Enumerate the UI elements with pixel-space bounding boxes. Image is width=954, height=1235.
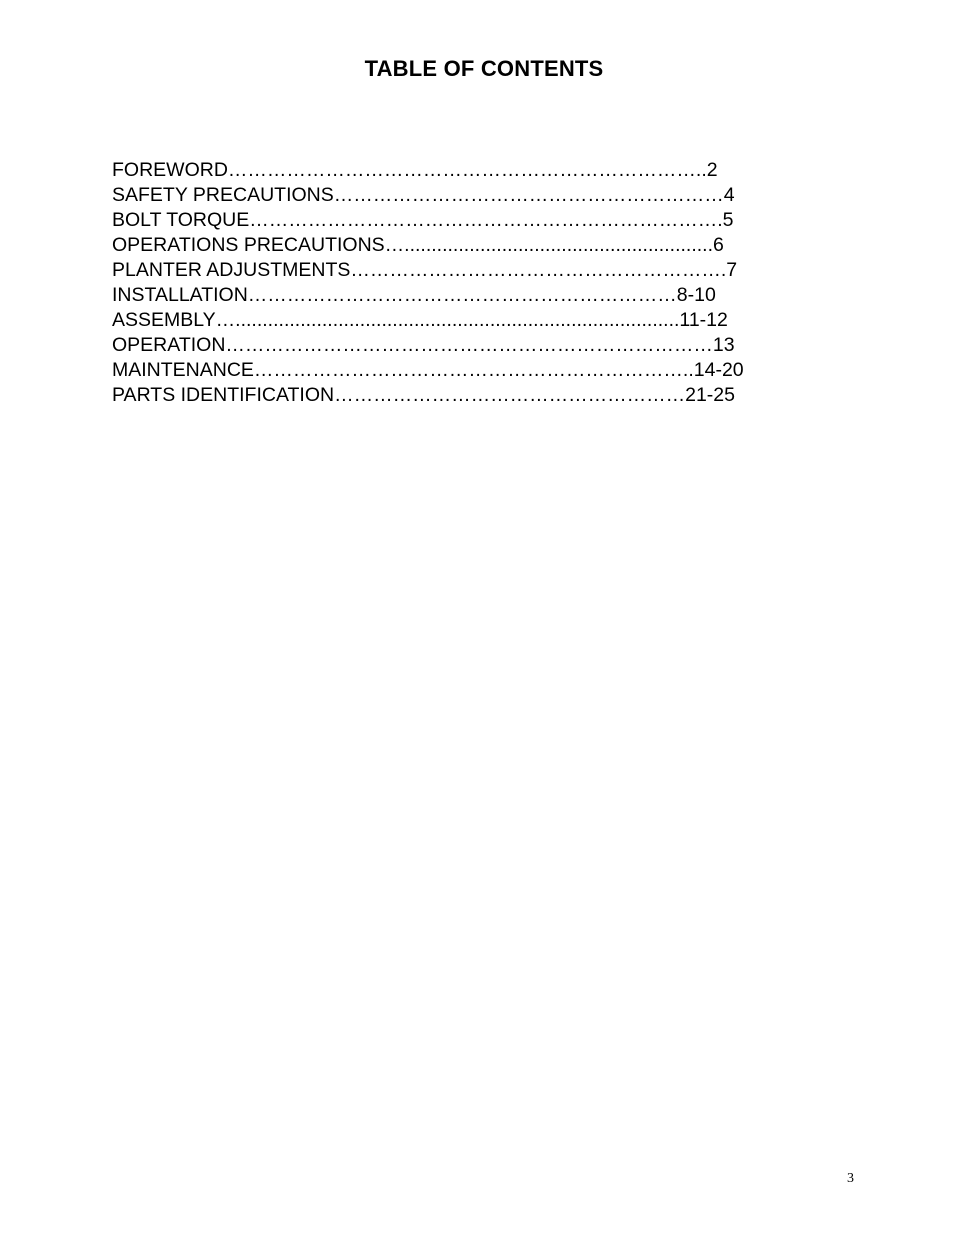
toc-entry-operation[interactable]: OPERATION…………………………………………………………………13 (112, 334, 735, 356)
toc-entry-installation[interactable]: INSTALLATION…………………………………………………………8-10 (112, 284, 716, 306)
toc-entry-maintenance[interactable]: MAINTENANCE…………………………………………………………..14-20 (112, 359, 744, 381)
page-number: 3 (847, 1171, 854, 1186)
table-of-contents (112, 158, 832, 408)
toc-entry-foreword[interactable]: FOREWORD………………………………………………………………..2 (112, 159, 718, 181)
toc-entry-assembly[interactable]: ASSEMBLY…..................................................................................11-12 (112, 309, 728, 331)
page-title: TABLE OF CONTENTS (364, 56, 604, 81)
toc-entry-operations-precautions[interactable]: OPERATIONS PRECAUTIONS….........................................................6 (112, 234, 724, 256)
toc-entry-planter-adjustments[interactable]: PLANTER ADJUSTMENTS………………………………………………….7 (112, 259, 738, 281)
toc-entry-safety-precautions[interactable]: SAFETY PRECAUTIONS……………………………………………………4 (112, 184, 735, 206)
toc-entry-bolt-torque[interactable]: BOLT TORQUE……………………………………………………………….5 (112, 209, 734, 231)
toc-entry-parts-identification[interactable]: PARTS IDENTIFICATION………………………………………………21-25 (112, 384, 735, 406)
